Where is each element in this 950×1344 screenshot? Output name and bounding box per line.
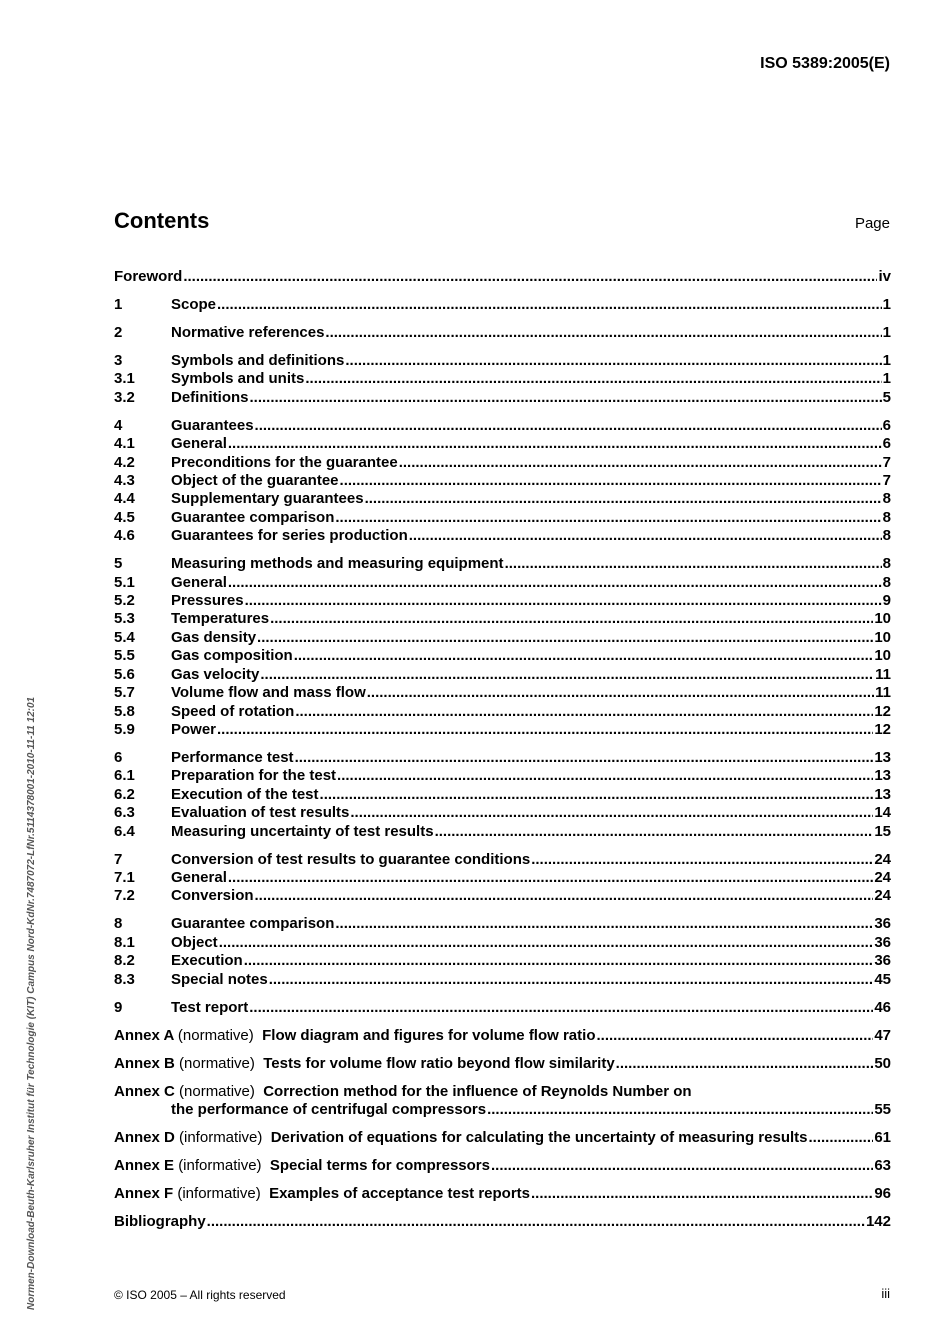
dot-leader [337, 767, 873, 785]
toc-entry-page: 14 [874, 804, 891, 822]
toc-entry-title: Measuring uncertainty of test results [171, 822, 434, 840]
toc-entry-page: 11 [875, 665, 891, 683]
annex-title: Flow diagram and figures for volume flow ratio [262, 1026, 596, 1044]
toc-entry-page: 13 [874, 767, 891, 785]
dot-leader [340, 472, 882, 490]
page-number: iii [881, 1286, 890, 1301]
toc-entry-page: 10 [874, 610, 891, 628]
dot-leader [244, 952, 874, 970]
toc-group-annex-b [114, 1055, 891, 1073]
toc-entry[interactable] [114, 999, 891, 1017]
toc-entry-page: 61 [874, 1128, 891, 1146]
toc-entry-page: 36 [874, 933, 891, 951]
annex-kind: (informative) [179, 1128, 263, 1146]
dot-leader [365, 490, 882, 508]
toc-entry[interactable] [114, 684, 891, 702]
toc-group-clause-3 [114, 352, 891, 407]
toc-entry-number: 1 [114, 296, 123, 313]
toc-entry[interactable] [114, 887, 891, 905]
toc-entry-page: 96 [874, 1184, 891, 1202]
toc-entry-number: 5 [114, 555, 123, 573]
page-column-label: Page [854, 215, 890, 232]
toc-entry-annex-b[interactable] [114, 1055, 891, 1073]
toc-entry[interactable] [114, 851, 891, 869]
toc-entry-page: 10 [874, 628, 891, 646]
contents-heading: Contents [114, 208, 210, 233]
toc-entry-title: Scope [171, 296, 217, 313]
toc-entry-number: 4.1 [114, 435, 135, 453]
toc-entry-number: 3 [114, 352, 123, 369]
toc-entry-page: 9 [882, 592, 891, 610]
toc-group-annex-a [114, 1027, 891, 1045]
toc-entry[interactable] [114, 823, 891, 841]
toc-entry-title: General [171, 868, 227, 886]
toc-entry-title: Gas composition [171, 647, 293, 665]
toc-entry[interactable] [114, 804, 891, 822]
toc-group-clause-8 [114, 915, 891, 989]
toc-group-annex-c [114, 1083, 891, 1120]
toc-entry-number: 5.1 [114, 573, 135, 591]
toc-entry-number: 5.2 [114, 592, 135, 610]
toc-group-annex-e [114, 1157, 891, 1175]
toc-entry-number: 6 [114, 748, 123, 766]
toc-entry-page: 8 [882, 490, 891, 508]
toc-entry-title: Performance test [171, 748, 294, 766]
toc-entry-title: Bibliography [114, 1212, 206, 1230]
toc-entry-page: 6 [882, 416, 891, 434]
dot-leader [249, 999, 873, 1017]
toc-entry-annex-d[interactable] [114, 1129, 891, 1147]
toc-entry-annex-c-line1[interactable] [114, 1083, 891, 1101]
toc-entry-page: 8 [882, 508, 891, 526]
toc-entry[interactable] [114, 952, 891, 970]
toc-entry-number: 6.2 [114, 785, 135, 803]
toc-entry-title: Symbols and units [171, 370, 305, 388]
toc-entry[interactable] [114, 721, 891, 739]
toc-entry-page: 46 [874, 998, 891, 1016]
dot-leader [596, 1027, 873, 1045]
toc-entry-number: 4.5 [114, 508, 135, 526]
annex-label: Annex E [114, 1156, 175, 1174]
dot-leader [399, 454, 882, 472]
dot-leader [616, 1055, 874, 1073]
toc-entry-page: 12 [874, 702, 891, 720]
toc-entry-title: Conversion of test results to guarantee conditions [171, 850, 531, 868]
annex-label: Annex D [114, 1128, 175, 1146]
annex-kind: (normative) [177, 1026, 254, 1044]
toc-entry[interactable] [114, 971, 891, 989]
toc-entry-number: 4.4 [114, 490, 135, 508]
annex-title-continued: the performance of centrifugal compressors [171, 1100, 487, 1118]
toc-entry[interactable] [114, 749, 891, 767]
table-of-contents [114, 268, 891, 1241]
dot-leader [217, 721, 873, 739]
toc-entry-title: Foreword [114, 268, 183, 285]
annex-title: Derivation of equations for calculating the uncertainty of measuring results [270, 1128, 808, 1146]
toc-entry-title: Guarantees [171, 416, 254, 434]
toc-entry[interactable] [114, 666, 891, 684]
dot-leader [295, 703, 873, 721]
annex-kind: (informative) [177, 1184, 261, 1202]
document-code: ISO 5389:2005(E) [760, 55, 890, 72]
dot-leader [531, 1185, 873, 1203]
toc-entry-page: 36 [874, 915, 891, 933]
toc-entry-title: Object of the guarantee [171, 472, 339, 490]
toc-entry-title: Speed of rotation [171, 702, 295, 720]
toc-entry-number: 7 [114, 850, 123, 868]
toc-entry-number: 8.3 [114, 970, 135, 988]
toc-entry-title: Guarantees for series production [171, 527, 408, 545]
toc-entry-number: 6.3 [114, 804, 135, 822]
toc-group-foreword [114, 268, 891, 286]
toc-entry-title: Normative references [171, 324, 325, 341]
toc-entry-title: Symbols and definitions [171, 352, 345, 369]
toc-entry-title: Guarantee comparison [171, 508, 335, 526]
dot-leader [217, 296, 882, 314]
toc-entry[interactable] [114, 647, 891, 665]
toc-entry[interactable] [114, 629, 891, 647]
toc-entry-page: 8 [882, 527, 891, 545]
annex-title: Tests for volume flow ratio beyond flow similarity [263, 1054, 615, 1072]
toc-entry[interactable] [114, 454, 891, 472]
toc-entry-page: 7 [882, 472, 891, 490]
toc-entry[interactable] [114, 296, 891, 314]
toc-entry-title: Pressures [171, 592, 244, 610]
toc-entry-page: 1 [882, 296, 891, 313]
toc-entry[interactable] [114, 417, 891, 435]
toc-entry-title: Volume flow and mass flow [171, 684, 366, 702]
annex-kind: (informative) [178, 1156, 262, 1174]
toc-entry-title: Measuring methods and measuring equipment [171, 555, 504, 573]
toc-entry-page: 142 [865, 1212, 891, 1230]
toc-entry[interactable] [114, 472, 891, 490]
toc-entry-number: 6.4 [114, 822, 135, 840]
dot-leader [320, 786, 874, 804]
toc-entry-title: Execution of the test [171, 785, 319, 803]
dot-leader [435, 823, 874, 841]
toc-entry[interactable] [114, 610, 891, 628]
toc-entry[interactable] [114, 490, 891, 508]
toc-group-clause-2 [114, 324, 891, 342]
toc-group-bibliography [114, 1213, 891, 1231]
toc-entry[interactable] [114, 592, 891, 610]
dot-leader [219, 934, 874, 952]
toc-entry-number: 6.1 [114, 767, 135, 785]
toc-entry-title: Definitions [171, 388, 249, 406]
toc-entry-page: 15 [874, 822, 891, 840]
dot-leader [409, 527, 882, 545]
toc-entry[interactable] [114, 934, 891, 952]
toc-entry-page: 47 [874, 1026, 891, 1044]
annex-label: Annex F [114, 1184, 174, 1202]
annex-kind: (normative) [179, 1054, 255, 1072]
toc-entry-title: Gas density [171, 628, 257, 646]
dot-leader [183, 268, 877, 286]
dot-leader [335, 509, 881, 527]
toc-group-clause-4 [114, 417, 891, 546]
dot-leader [295, 749, 874, 767]
toc-entry-page: iv [878, 268, 891, 285]
dot-leader [367, 684, 874, 702]
toc-group-clause-6 [114, 749, 891, 841]
dot-leader [294, 647, 874, 665]
toc-entry[interactable] [114, 574, 891, 592]
annex-title: Correction method for the influence of Reynolds Number on [263, 1082, 692, 1100]
toc-entry-page: 63 [874, 1156, 891, 1174]
toc-entry-foreword[interactable] [114, 268, 891, 286]
dot-leader [228, 435, 882, 453]
toc-entry[interactable] [114, 435, 891, 453]
copyright-notice: © ISO 2005 – All rights reserved [114, 1288, 286, 1302]
toc-entry[interactable] [114, 786, 891, 804]
toc-entry-number: 2 [114, 324, 123, 341]
toc-entry-annex-e[interactable] [114, 1157, 891, 1175]
toc-entry-page: 8 [882, 555, 891, 573]
annex-title: Special terms for compressors [269, 1156, 490, 1174]
toc-entry[interactable] [114, 555, 891, 573]
toc-entry-page: 55 [874, 1100, 891, 1118]
toc-entry-page: 45 [874, 970, 891, 988]
annex-kind: (normative) [179, 1082, 255, 1100]
toc-entry[interactable] [114, 527, 891, 545]
toc-entry-page: 24 [874, 850, 891, 868]
dot-leader [487, 1101, 873, 1119]
dot-leader [260, 666, 874, 684]
annex-label: Annex C [114, 1082, 175, 1100]
toc-group-annex-d [114, 1129, 891, 1147]
toc-entry-page: 6 [882, 435, 891, 453]
side-watermark-text: Normen-Download-Beuth-Karlsruher Institut für Technologie (KIT) Campus Nord-KdNr.7487072-LfNr.5114378001-2010-11-11 12:01 [26, 696, 37, 1310]
toc-entry-page: 1 [882, 370, 891, 388]
dot-leader [350, 804, 873, 822]
toc-entry-number: 4 [114, 416, 123, 434]
toc-entry-title: General [171, 435, 227, 453]
toc-entry-number: 3.1 [114, 370, 135, 388]
toc-entry-bibliography[interactable] [114, 1213, 891, 1231]
toc-entry-number: 4.2 [114, 453, 135, 471]
dot-leader [531, 851, 873, 869]
toc-clause-groups [114, 296, 891, 1017]
toc-entry[interactable] [114, 370, 891, 388]
toc-entry-number: 8.2 [114, 952, 135, 970]
toc-group-clause-1 [114, 296, 891, 314]
toc-entry[interactable] [114, 915, 891, 933]
toc-entry-title: Evaluation of test results [171, 804, 350, 822]
toc-group-annex-f [114, 1185, 891, 1203]
dot-leader [228, 574, 882, 592]
toc-entry-title: Temperatures [171, 610, 270, 628]
toc-entry-annex-a[interactable] [114, 1027, 891, 1045]
dot-leader [325, 324, 881, 342]
toc-entry-title: General [171, 573, 227, 591]
toc-entry-title: Conversion [171, 887, 254, 905]
toc-entry-page: 24 [874, 868, 891, 886]
toc-entry-page: 11 [875, 684, 891, 702]
toc-entry-title: Guarantee comparison [171, 915, 335, 933]
toc-entry-number: 8 [114, 915, 123, 933]
toc-entry-page: 13 [874, 785, 891, 803]
dot-leader [270, 610, 873, 628]
dot-leader [257, 629, 873, 647]
toc-entry-title: Execution [171, 952, 243, 970]
annex-label: Annex A [114, 1026, 174, 1044]
toc-entry-title: Preconditions for the guarantee [171, 453, 398, 471]
toc-entry-page: 50 [874, 1054, 891, 1072]
toc-entry-page: 5 [882, 388, 891, 406]
toc-entry-number: 4.6 [114, 527, 135, 545]
toc-entry-page: 1 [882, 352, 891, 369]
toc-entry-page: 13 [874, 748, 891, 766]
toc-entry-annex-c-line2[interactable] [114, 1101, 891, 1119]
toc-entry-number: 5.7 [114, 684, 135, 702]
toc-entry-title: Gas velocity [171, 665, 260, 683]
toc-entry[interactable] [114, 869, 891, 887]
dot-leader [345, 352, 881, 370]
toc-entry[interactable] [114, 352, 891, 370]
dot-leader [491, 1157, 873, 1175]
dot-leader [305, 370, 881, 388]
toc-entry-title: Special notes [171, 970, 268, 988]
toc-entry-page: 24 [874, 887, 891, 905]
dot-leader [228, 869, 873, 887]
toc-entry-number: 8.1 [114, 933, 135, 951]
toc-entry-number: 9 [114, 998, 123, 1016]
toc-entry-page: 12 [874, 720, 891, 738]
toc-group-clause-9 [114, 999, 891, 1017]
toc-entry-number: 7.1 [114, 868, 135, 886]
dot-leader [255, 417, 882, 435]
toc-entry-page: 36 [874, 952, 891, 970]
toc-entry-number: 3.2 [114, 388, 135, 406]
toc-entry[interactable] [114, 703, 891, 721]
toc-entry[interactable] [114, 767, 891, 785]
toc-entry-title: Power [171, 720, 217, 738]
dot-leader [808, 1129, 873, 1147]
toc-entry-number: 5.3 [114, 610, 135, 628]
toc-entry-title: Preparation for the test [171, 767, 337, 785]
toc-entry-number: 7.2 [114, 887, 135, 905]
toc-entry-page: 10 [874, 647, 891, 665]
toc-entry-title: Object [171, 933, 218, 951]
dot-leader [255, 887, 874, 905]
toc-entry-page: 7 [882, 453, 891, 471]
toc-entry-number: 5.9 [114, 720, 135, 738]
annex-title: Examples of acceptance test reports [269, 1184, 531, 1202]
dot-leader [269, 971, 874, 989]
dot-leader [207, 1213, 865, 1231]
toc-entry-number: 5.5 [114, 647, 135, 665]
toc-group-clause-5 [114, 555, 891, 739]
toc-group-clause-7 [114, 851, 891, 906]
toc-entry-number: 5.4 [114, 628, 135, 646]
dot-leader [250, 389, 882, 407]
annex-label: Annex B [114, 1054, 175, 1072]
toc-entry[interactable] [114, 509, 891, 527]
toc-entry-page: 1 [882, 324, 891, 341]
dot-leader [335, 915, 873, 933]
toc-entry-number: 5.6 [114, 665, 135, 683]
dot-leader [505, 555, 882, 573]
dot-leader [245, 592, 882, 610]
toc-entry[interactable] [114, 324, 891, 342]
toc-entry-number: 5.8 [114, 702, 135, 720]
toc-entry-number: 4.3 [114, 472, 135, 490]
toc-entry[interactable] [114, 389, 891, 407]
toc-entry-page: 8 [882, 573, 891, 591]
toc-entry-annex-f[interactable] [114, 1185, 891, 1203]
toc-entry-title: Supplementary guarantees [171, 490, 364, 508]
toc-entry-title: Test report [171, 998, 249, 1016]
